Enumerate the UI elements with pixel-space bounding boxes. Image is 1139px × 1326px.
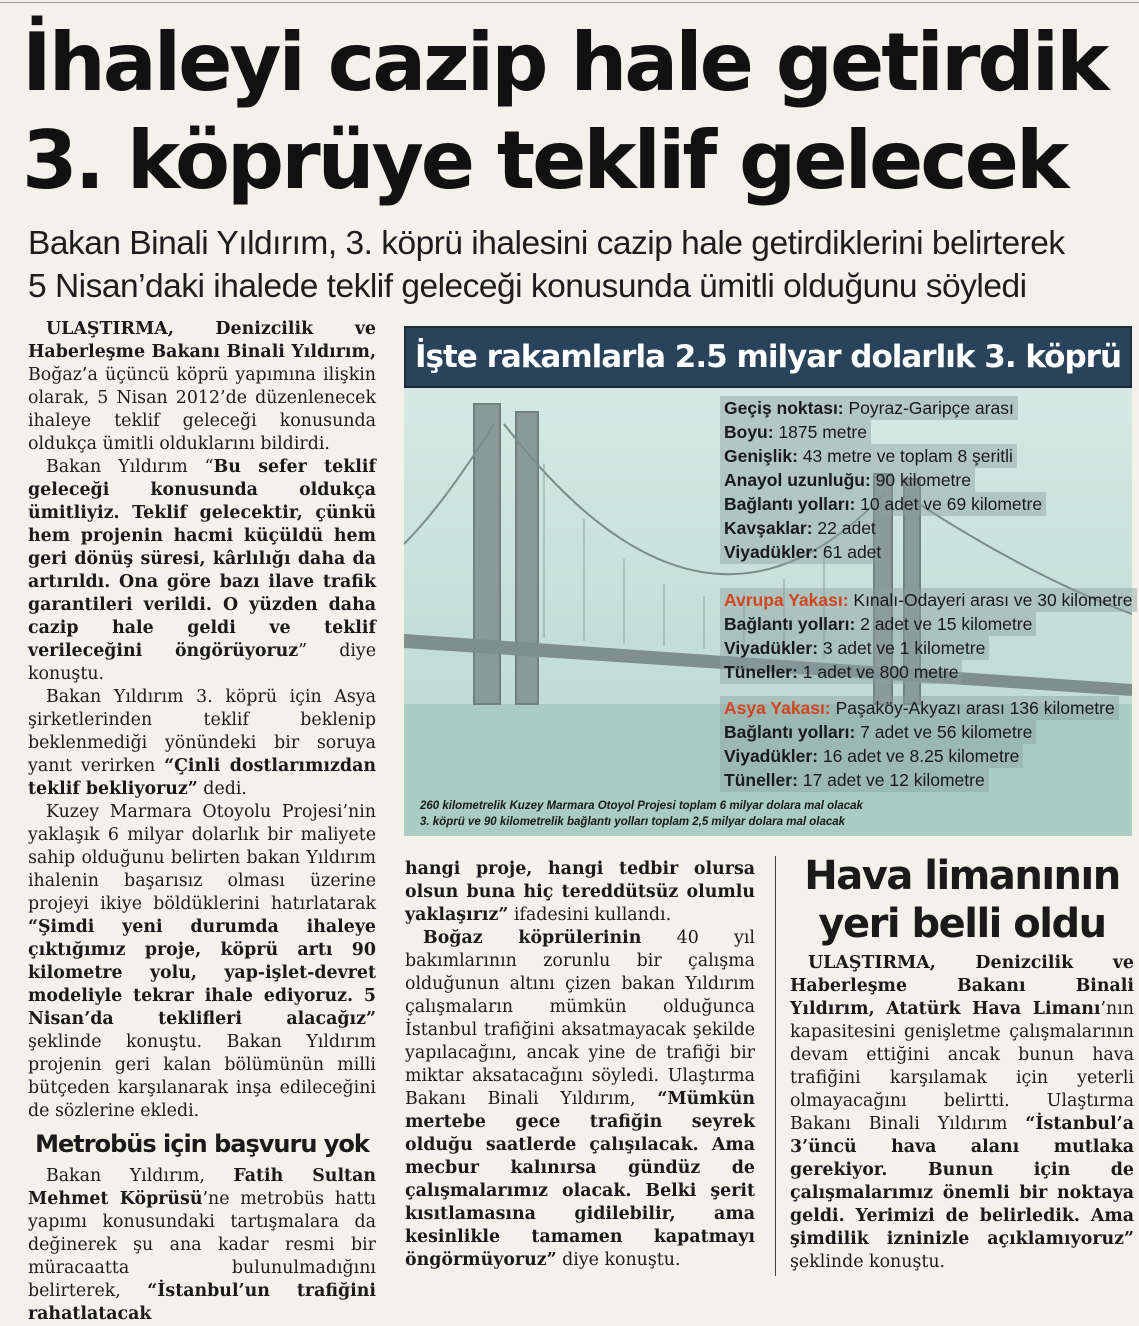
fact-label: Avrupa Yakası: [724, 590, 849, 610]
deck-line-2: 5 Nisan’daki ihalede teklif geleceği konusunda ümitli olduğunu söyledi [28, 268, 1027, 305]
fact-label: Viyadükler: [724, 542, 819, 562]
quote: “İstanbul’a 3’üncü hava alanı mutlaka gerekiyor. Bunun için de çalışmalarımız önemli bir noktaya geldi. Yerimizi de belirledik. Ama şimdilik izninizle açıklamıyoruz” [790, 1114, 1134, 1249]
fact-label: Viyadükler: [724, 638, 819, 658]
lead-in: ULAŞTIRMA, Denizcilik ve Haberleşme Bakanı Binali Yıldırım, Atatürk Hava Limanı [790, 953, 1134, 1019]
fact-row [720, 540, 1128, 564]
fact-label: Tüneller: [724, 770, 798, 790]
column-divider [775, 856, 776, 1276]
fact-row-text [720, 744, 1023, 768]
quote: “İstanbul’un trafiğini rahatlatacak [28, 1281, 376, 1324]
fact-label: Viyadükler: [724, 746, 819, 766]
fact-row-text [720, 720, 1036, 744]
deck [28, 222, 1133, 308]
bold-text: Boğaz köprülerinin [423, 928, 642, 948]
fact-value: 10 adet ve 69 kilometre [855, 494, 1043, 514]
fact-row [720, 420, 1128, 444]
fact-row-text [720, 540, 885, 564]
paragraph [405, 858, 755, 927]
fact-row [720, 516, 1128, 540]
article-column-2 [405, 858, 755, 1272]
bold-text: Fatih Sultan Mehmet Köprüsü [28, 1166, 376, 1209]
fact-label: Bağlantı yolları: [724, 614, 856, 634]
fact-label: Boyu: [724, 422, 774, 442]
paragraph-text: 40 yıl bakımlarının zorunlu bir çalışma olduğunun altını çizen bakan Yıldırım çalışmaların mümkün olduğunca İstanbul trafiğini aksatmayacak şekilde yapılacağını, ancak yine de trafiği bir miktar aksatacağını söyledi. Ulaştırma Bakanı Binali Yıldırım, [405, 928, 755, 1109]
fact-label: Bağlantı yolları: [724, 494, 856, 514]
quote: hangi proje, hangi tedbir olursa olsun buna hiç tereddütsüz olumlu yaklaşırız” [405, 859, 755, 925]
paragraph [28, 1165, 376, 1326]
sidebar-headline: Hava limanının yeri belli oldu [804, 853, 1120, 947]
paragraph-text: ” diye konuştu. [28, 641, 377, 684]
fact-label: Bağlantı yolları: [724, 722, 856, 742]
paragraph [790, 952, 1134, 1274]
fact-row-text [720, 396, 1018, 420]
fact-row [720, 696, 1128, 720]
fact-value: 1875 metre [773, 422, 867, 442]
fact-row [720, 396, 1128, 420]
caption-1: 260 kilometrelik Kuzey Marmara Otoyol Projesi toplam 6 milyar dolara mal olacak [420, 800, 863, 812]
paragraph-text: Bakan Yıldırım 3. köprü için Asya şirketlerinden teklif beklenip beklenmediği yönündeki bir soruya yanıt verirken [28, 687, 376, 776]
subheading: Metrobüs için başvuru yok [35, 1130, 369, 1158]
fact-row [720, 468, 1128, 492]
fact-value: Paşaköy-Akyazı arası 136 kilometre [830, 698, 1115, 718]
fact-label: Asya Yakası: [724, 698, 831, 718]
fact-row-text [720, 444, 1017, 468]
fact-label: Anayol uzunluğu: [724, 470, 871, 490]
fact-row-text [720, 612, 1036, 636]
deck-line-1: Bakan Binali Yıldırım, 3. köprü ihalesini cazip hale getirdiklerini belirterek [28, 225, 1065, 262]
paragraph-text: şeklinde konuştu. Bakan Yıldırım projenin geri kalan bölümünün milli bütçeden karşılanarak inşa edileceğini de sözlerine ekledi. [28, 1032, 376, 1121]
paragraph [405, 927, 755, 1272]
paragraph [28, 456, 376, 686]
infographic-captions [420, 798, 940, 830]
fact-row [720, 612, 1128, 636]
paragraph-text: ’nın kapasitesini genişletme çalışmalarının devam ettiğini ancak bunun hava trafiğini karşılamak için yeterli olmayacağını belirtti. Ulaştırma Bakanı Binali Yıldırım [790, 999, 1134, 1134]
tower-left-b [516, 412, 538, 704]
fact-row [720, 720, 1128, 744]
quote: “Şimdi yeni durumda ihaleye çıktığımız proje, köprü artı 90 kilometre yolu, yap-işlet-devret modeliyle tekrar ihale ediyoruz. 5 Nisan’da teklifleri alacağız” [28, 917, 376, 1029]
fact-value: 3 adet ve 1 kilometre [818, 638, 986, 658]
quote: “Çinli dostlarımızdan teklif bekliyoruz” [28, 756, 376, 799]
paragraph-text: şeklinde konuştu. [790, 1252, 946, 1272]
article-column-1 [28, 318, 376, 1326]
paragraph-text: diye konuştu. [556, 1250, 681, 1270]
fact-value: 2 adet ve 15 kilometre [855, 614, 1033, 634]
headline [22, 14, 1122, 210]
quote: Bu sefer teklif geleceği konusunda oldukça ümitliyiz. Teklif gelecektir, çünkü hem projenin hacmi küçüldü hem geri dönüş süresi, kârlılığı daha da artırıldı. Ona göre bazı ilave trafik garantileri verildi. O yüzden daha cazip hale geldi ve teklif verileceğini öngörüyoruz [28, 457, 376, 661]
infographic-facts [720, 396, 1133, 792]
fact-row-text [720, 636, 989, 660]
paragraph [28, 318, 376, 456]
quote: “Mümkün mertebe gece trafiğin seyrek olduğu saatlerde çalışılacak. Ama mecbur kalınırsa gündüz de çalışmalarımız olacak. Belki şerit kısıtlamasına gidilebilir, ama kesinlikle tamamen kapatmayı öngörmüyoruz” [405, 1089, 755, 1270]
fact-row-text [720, 516, 880, 540]
paragraph-text: ifadesini kullandı. [508, 905, 672, 925]
fact-value: 43 metre ve toplam 8 şeritli [797, 446, 1013, 466]
article-column-3 [790, 952, 1134, 1274]
fact-row-text [720, 468, 975, 492]
fact-row-text [720, 492, 1046, 516]
fact-value: 61 adet [818, 542, 882, 562]
headline-line-1: İhaleyi cazip hale getirdik [22, 16, 1107, 109]
fact-row [720, 768, 1128, 792]
fact-gap [720, 684, 1128, 696]
fact-value: 16 adet ve 8.25 kilometre [818, 746, 1020, 766]
fact-row [720, 660, 1128, 684]
fact-row-text [720, 768, 989, 792]
fact-row [720, 588, 1133, 612]
fact-value: 90 kilometre [870, 470, 971, 490]
fact-label: Genişlik: [724, 446, 798, 466]
fact-row-text [720, 660, 962, 684]
fact-label: Tüneller: [724, 662, 798, 682]
paragraph-text: Bakan Yıldırım, [46, 1166, 234, 1186]
paragraph [28, 686, 376, 801]
fact-row [720, 636, 1128, 660]
fact-value: 1 adet ve 800 metre [797, 662, 959, 682]
fact-row-text [720, 588, 1137, 612]
caption-2: 3. köprü ve 90 kilometrelik bağlantı yolları toplam 2,5 milyar dolara mal olacak [420, 816, 846, 828]
headline-line-2: 3. köprüye teklif gelecek [22, 114, 1067, 207]
fact-row [720, 492, 1128, 516]
fact-row-text [720, 420, 871, 444]
fact-row [720, 444, 1128, 468]
infographic-title: İşte rakamlarla 2.5 milyar dolarlık 3. köprü [404, 326, 1132, 388]
fact-value: Poyraz-Garipçe arası [843, 398, 1014, 418]
paragraph-text: Boğaz’a üçüncü köprü yapımına ilişkin olarak, 5 Nisan 2012’de düzenlenecek ihaleye teklif geleceği konusunda oldukça ümitli olduklarını bildirdi. [28, 365, 376, 454]
fact-row-text [720, 696, 1119, 720]
paragraph-text: Kuzey Marmara Otoyolu Projesi’nin yaklaşık 6 milyar dolarlık bir maliyete sahip olduğunu belirten bakan Yıldırım ihalenin başarısız olması üzerine projeyi ikiye böldüklerini hatırlatarak [28, 802, 376, 914]
fact-value: Kınalı-Odayeri arası ve 30 kilometre [848, 590, 1133, 610]
fact-label: Geçiş noktası: [724, 398, 844, 418]
paragraph-text: dedi. [197, 779, 247, 799]
fact-row [720, 744, 1128, 768]
fact-gap [720, 564, 1128, 576]
fact-gap [720, 576, 1128, 588]
paragraph [28, 801, 376, 1123]
fact-value: 22 adet [812, 518, 876, 538]
lead-in: ULAŞTIRMA, Denizcilik ve Haberleşme Bakanı Binali Yıldırım, [28, 319, 376, 362]
fact-value: 7 adet ve 56 kilometre [855, 722, 1033, 742]
paragraph-text: Bakan Yıldırım “ [46, 457, 214, 477]
fact-value: 17 adet ve 12 kilometre [797, 770, 985, 790]
fact-label: Kavşaklar: [724, 518, 813, 538]
paragraph-text: ’ne metrobüs hattı yapımı konusundaki tartışmalara da değinerek şu ana kadar resmi bir müracaatta bulunulmadığını belirterek, [28, 1189, 376, 1301]
page-top-rule [0, 2, 1139, 3]
